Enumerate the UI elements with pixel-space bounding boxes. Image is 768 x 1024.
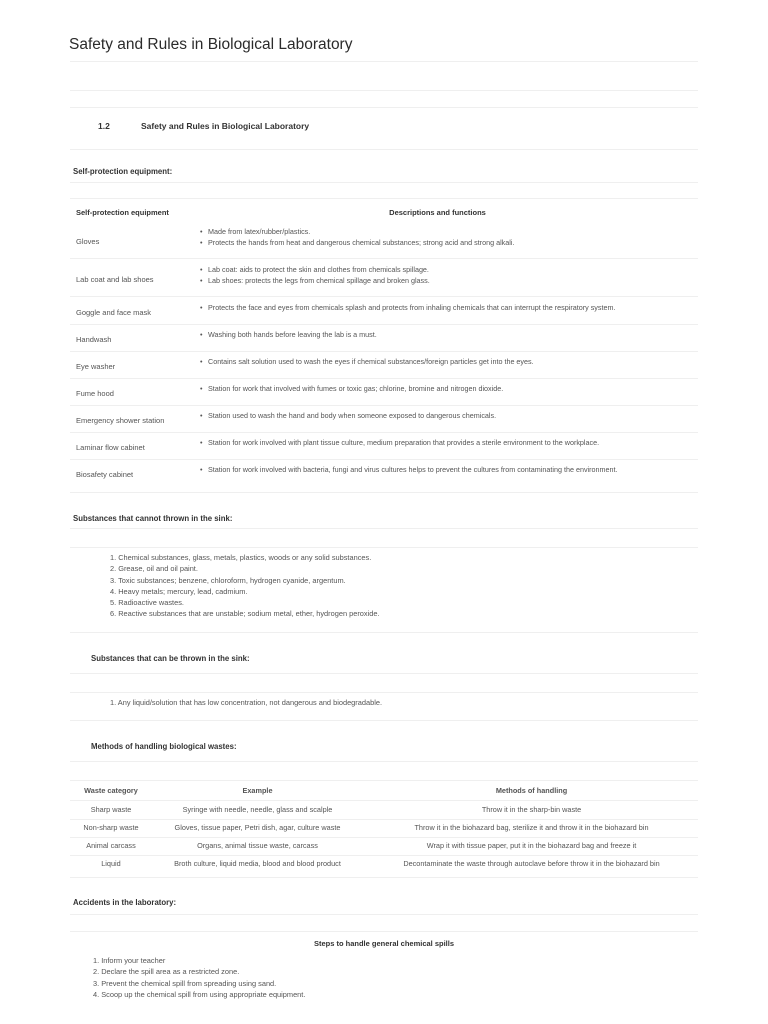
list-item: 2. Grease, oil and oil paint. [110, 564, 198, 574]
divider [70, 931, 698, 932]
table-header-waste-category: Waste category [84, 786, 138, 795]
equipment-description-list [200, 356, 534, 367]
list-item: 5. Radioactive wastes. [110, 598, 184, 608]
equipment-name: Laminar flow cabinet [76, 443, 145, 452]
list-item: 1. Chemical substances, glass, metals, plastics, woods or any solid substances. [110, 553, 372, 562]
list-item: 4. Scoop up the chemical spill from using appropriate equipment. [93, 989, 306, 999]
table-header-descriptions: Descriptions and functions [389, 208, 486, 217]
divider [70, 855, 698, 856]
equipment-name: Biosafety cabinet [76, 470, 134, 479]
table-cell: Gloves, tissue paper, Petri dish, agar, culture waste [174, 823, 341, 832]
list-item: • Washing both hands before leaving the lab is a must. [200, 329, 377, 340]
list-item: • Station for work that involved with fumes or toxic gas; chlorine, bromine and nitrogen dioxide. [200, 383, 503, 394]
divider [70, 378, 698, 379]
table-header-methods: Methods of handling [495, 786, 568, 795]
divider [70, 837, 698, 838]
divider [70, 149, 698, 150]
self-protection-heading: Self-protection equipment: [73, 167, 173, 176]
equipment-description-list [200, 302, 615, 313]
list-item: • Lab coat: aids to protect the skin and clothes from chemicals spillage. [200, 264, 430, 275]
list-item: 4. Heavy metals; mercury, lead, cadmium. [110, 586, 248, 596]
table-cell: Liquid [101, 859, 121, 868]
list-item: 6. Reactive substances that are unstable; sodium metal, ether, hydrogen peroxide. [110, 609, 380, 619]
divider [70, 528, 698, 529]
list-item: • Station for work involved with plant tissue culture, medium preparation that provides a sterile environment to the workplace. [200, 437, 599, 448]
equipment-description-list [200, 410, 496, 421]
table-header-equipment: Self-protection equipment [76, 208, 169, 217]
list-item: • Made from latex/rubber/plastics. [200, 226, 514, 237]
divider [70, 351, 698, 352]
divider [70, 819, 698, 820]
list-item: 1. Any liquid/solution that has low concentration, not dangerous and biodegradable. [110, 698, 383, 707]
divider [70, 780, 698, 781]
equipment-name: Gloves [76, 237, 100, 246]
divider [70, 107, 698, 108]
divider [70, 405, 698, 406]
table-cell: Wrap it with tissue paper, put it in the biohazard bag and freeze it [426, 841, 637, 850]
list-item: • Contains salt solution used to wash the eyes if chemical substances/foreign particles get into the eyes. [200, 356, 534, 367]
table-cell: Syringe with needle, needle, glass and scalple [182, 805, 333, 814]
equipment-name: Handwash [76, 335, 112, 344]
list-item: • Protects the hands from heat and dangerous chemical substances; strong acid and strong alkali. [200, 237, 514, 248]
equipment-name: Goggle and face mask [76, 308, 152, 317]
equipment-description-list [200, 383, 503, 394]
divider [70, 258, 698, 259]
table-cell: Throw it in the biohazard bag, sterilize it and throw it in the biohazard bin [414, 823, 649, 832]
list-item: 2. Declare the spill area as a restricted zone. [93, 967, 240, 977]
divider [70, 324, 698, 325]
divider [70, 877, 698, 878]
equipment-name: Eye washer [76, 362, 116, 371]
wastes-heading: Methods of handling biological wastes: [91, 742, 237, 751]
section-title: Safety and Rules in Biological Laboratory [141, 121, 310, 131]
page-title: Safety and Rules in Biological Laboratory [69, 36, 353, 53]
divider [70, 459, 698, 460]
equipment-description-list [200, 464, 618, 475]
divider [70, 761, 698, 762]
divider [70, 673, 698, 674]
table-cell: Organs, animal tissue waste, carcass [197, 841, 318, 850]
not-in-sink-list [110, 552, 380, 620]
list-item: • Station for work involved with bacteria, fungi and virus cultures helps to prevent the cultures from contaminating the environment. [200, 464, 618, 475]
list-item: • Station used to wash the hand and body when someone exposed to dangerous chemicals. [200, 410, 496, 421]
list-item: 3. Toxic substances; benzene, chloroform, hydrogen cyanide, argentum. [110, 575, 346, 585]
list-item: • Protects the face and eyes from chemicals splash and protects from inhaling chemicals that can interrupt the respiratory system. [200, 302, 615, 313]
divider [70, 182, 698, 183]
divider [70, 492, 698, 493]
table-cell: Non-sharp waste [83, 823, 139, 832]
equipment-description-list [200, 264, 430, 286]
equipment-name: Lab coat and lab shoes [76, 275, 154, 284]
divider [70, 914, 698, 915]
list-item: 3. Prevent the chemical spill from spreading using sand. [93, 978, 277, 988]
equipment-name: Fume hood [76, 389, 114, 398]
divider [70, 296, 698, 297]
in-sink-list [110, 697, 382, 708]
divider [70, 632, 698, 633]
in-sink-heading: Substances that can be thrown in the sink: [91, 654, 250, 663]
chemical-spill-steps-list [93, 955, 305, 1000]
table-cell: Sharp waste [90, 805, 132, 814]
table-cell: Animal carcass [86, 841, 136, 850]
equipment-description-list [200, 226, 514, 248]
divider [70, 692, 698, 693]
not-in-sink-heading: Substances that cannot thrown in the sink: [73, 514, 233, 523]
divider [70, 800, 698, 801]
equipment-name: Emergency shower station [76, 416, 165, 425]
list-item: 1. Inform your teacher [93, 956, 166, 965]
accidents-subheading: Steps to handle general chemical spills [313, 939, 455, 948]
table-header-example: Example [242, 786, 273, 795]
divider [70, 547, 698, 548]
section-number: 1.2 [98, 121, 110, 131]
divider [70, 61, 698, 62]
equipment-description-list [200, 437, 599, 448]
divider [70, 432, 698, 433]
table-cell: Broth culture, liquid media, blood and blood product [174, 859, 341, 868]
equipment-description-list [200, 329, 377, 340]
table-cell: Throw it in the sharp-bin waste [481, 805, 582, 814]
table-cell: Decontaminate the waste through autoclave before throw it in the biohazard bin [403, 859, 660, 868]
accidents-heading: Accidents in the laboratory: [73, 898, 177, 907]
divider [70, 720, 698, 721]
divider [70, 198, 698, 199]
divider [70, 90, 698, 91]
list-item: • Lab shoes: protects the legs from chemical spillage and broken glass. [200, 275, 430, 286]
